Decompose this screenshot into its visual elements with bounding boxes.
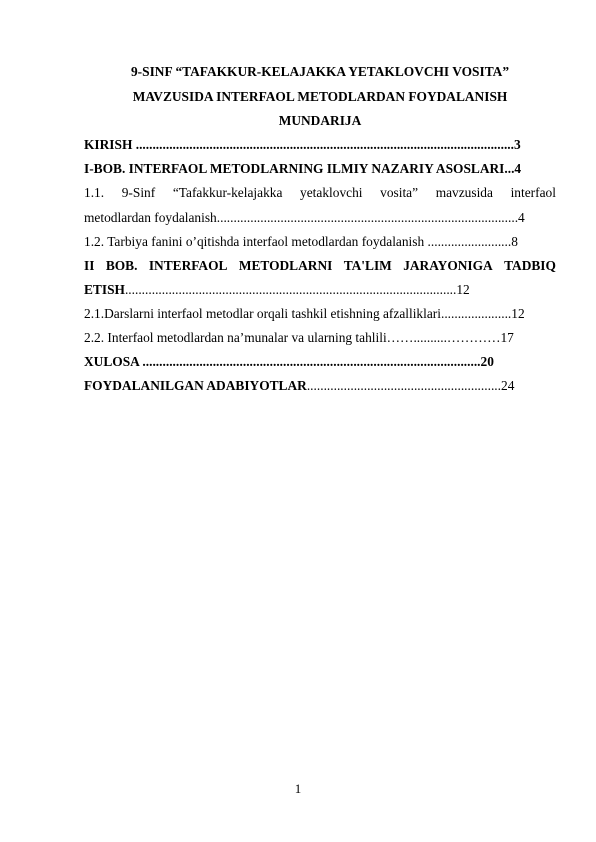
toc-entry-2-2: 2.2. Interfaol metodlardan na’munalar va ularning tahlili……..........…………17 xyxy=(84,330,514,345)
toc-entry-1-2: 1.2. Tarbiya fanini o’qitishda interfaol metodlardan foydalanish .........................8 xyxy=(84,234,518,249)
toc-word: BOB. xyxy=(105,258,138,273)
document-title-line-1: 9-SINF “TAFAKKUR-KELAJAKKA YETAKLOVCHI VOSITA” xyxy=(130,64,510,79)
toc-word: “Tafakkur-kelajakka xyxy=(172,185,283,200)
toc-entry-kirish: KIRISH .................................................................................................................3 xyxy=(84,137,521,152)
toc-word: TADBIQ xyxy=(504,258,556,273)
toc-word: INTERFAOL xyxy=(148,258,228,273)
toc-entry-chapter-2-line-2 xyxy=(84,282,470,298)
document-title-line-2: MAVZUSIDA INTERFAOL METODLARDAN FOYDALANISH xyxy=(132,89,508,104)
toc-references-label: FOYDALANILGAN ADABIYOTLAR xyxy=(84,378,307,393)
toc-word: 9-Sinf xyxy=(121,185,156,200)
toc-entry-1-1-line-2: metodlardan foydalanish..........................................................................................4 xyxy=(84,210,525,225)
toc-chapter-2-continuation: ETISH xyxy=(84,282,125,297)
toc-entry-foydalanilgan-adabiyotlar xyxy=(84,378,514,394)
toc-word: II xyxy=(84,258,95,273)
toc-word: mavzusida xyxy=(435,185,493,200)
toc-word: interfaol xyxy=(510,185,556,200)
toc-word: JARAYONIGA xyxy=(403,258,493,273)
toc-word: 1.1. xyxy=(84,185,105,200)
toc-word: vosita” xyxy=(380,185,419,200)
toc-entry-1-1-line-1 xyxy=(84,185,556,201)
toc-leader-page: ...................................................................................................12 xyxy=(124,282,470,297)
toc-heading: MUNDARIJA xyxy=(278,113,362,128)
page-number: 1 xyxy=(294,781,302,796)
toc-entry-chapter-2-line-1 xyxy=(84,258,556,274)
toc-leader-page: ..........................................................24 xyxy=(306,378,515,393)
toc-entry-2-1: 2.1.Darslarni interfaol metodlar orqali tashkil etishning afzalliklari.....................12 xyxy=(84,306,525,321)
toc-word: yetaklovchi xyxy=(300,185,363,200)
toc-word: TA'LIM xyxy=(343,258,392,273)
toc-word: METODLARNI xyxy=(238,258,333,273)
toc-entry-xulosa: XULOSA .....................................................................................................20 xyxy=(84,354,494,369)
toc-entry-chapter-1: I-BOB. INTERFAOL METODLARNING ILMIY NAZARIY ASOSLARI...4 xyxy=(84,161,522,176)
